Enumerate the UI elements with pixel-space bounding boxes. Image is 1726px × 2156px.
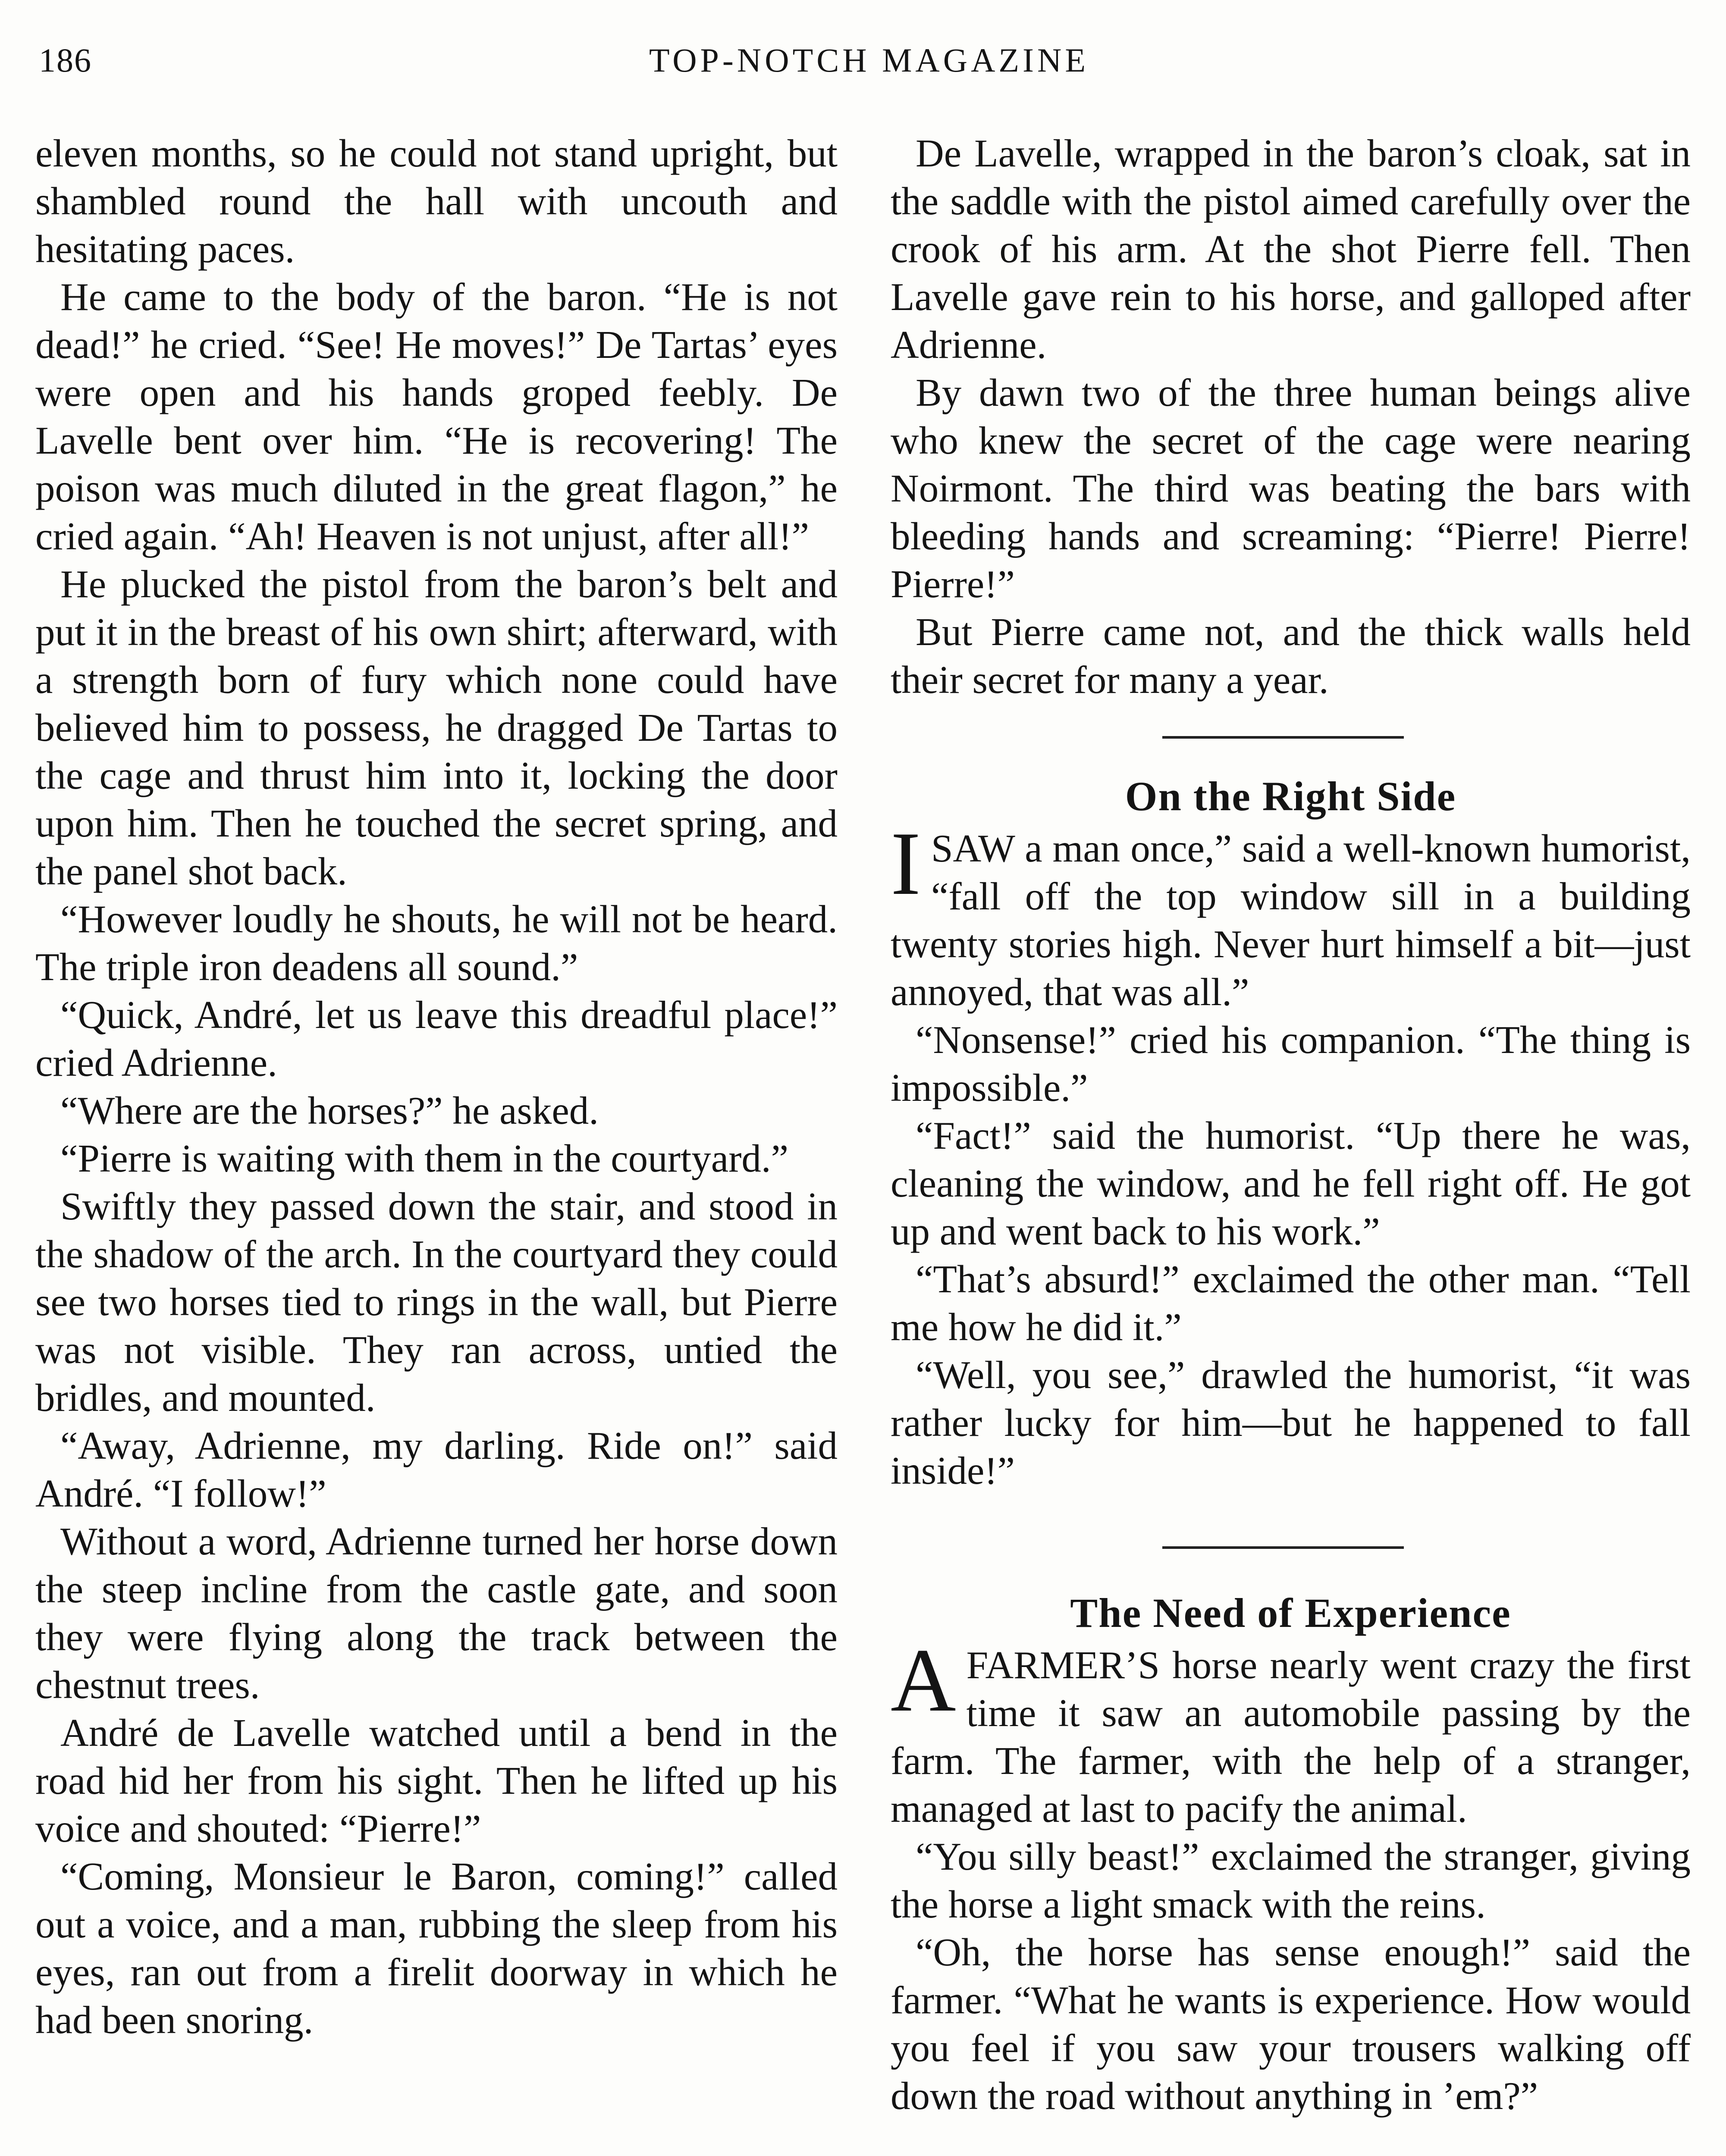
right-column (891, 129, 1691, 2120)
paragraph: “That’s absurd!” exclaimed the other man. “Tell me how he did it.” (891, 1257, 1691, 1349)
paragraph: “Pierre is waiting with them in the courtyard.” (60, 1137, 789, 1180)
paragraph: By dawn two of the three human beings alive who knew the secret of the cage were nearing Noirmont. The third was beating the bars with bleeding hands and screaming: “Pierre! Pierre! Pierre!” (891, 371, 1691, 606)
divider-rule (1162, 736, 1404, 739)
paragraph: “However loudly he shouts, he will not be heard. The triple iron deadens all sound.” (35, 897, 838, 989)
section-divider (891, 704, 1691, 768)
paragraph: He came to the body of the baron. “He is not dead!” he cried. “See! He moves!” De Tartas’ eyes were open and his hands groped feebly. De Lavelle bent over him. “He is recovering! The poison was much diluted in the great flagon,” he cried again. “Ah! Heaven is not unjust, after all!” (35, 275, 838, 558)
paragraph: He plucked the pistol from the baron’s belt and put it in the breast of his own shirt; afterward, with a strength born of fury which none could have believed him to possess, he dragged De Tartas to the cage and thrust him into it, locking the door upon him. Then he touched the secret spring, and the panel shot back. (35, 562, 838, 893)
paragraph: André de Lavelle watched until a bend in the road hid her from his sight. Then he lifted up his voice and shouted: “Pierre!” (35, 1711, 838, 1850)
paragraph: But Pierre came not, and the thick walls held their secret for many a year. (891, 610, 1691, 702)
drop-cap: A (891, 1630, 956, 1730)
drop-cap: I (891, 814, 921, 914)
page-number: 186 (39, 41, 92, 79)
paragraph: “Coming, Monsieur le Baron, coming!” called out a voice, and a man, rubbing the sleep from his eyes, ran out from a firelit doorway in which he had been snoring. (35, 1855, 838, 2042)
paragraph: “Well, you see,” drawled the humorist, “it was rather lucky for him—but he happened to fall inside!” (891, 1353, 1691, 1492)
paragraph: De Lavelle, wrapped in the baron’s cloak, sat in the saddle with the pistol aimed carefully over the crook of his arm. At the shot Pierre fell. Then Lavelle gave rein to his horse, and galloped after Adrienne. (891, 132, 1691, 367)
paragraph: “Nonsense!” cried his companion. “The thing is impossible.” (891, 1018, 1691, 1109)
first-paragraph-text: FARMER’S horse nearly went crazy the first time it saw an automobile passing by the farm. The farmer, with the help of a stranger, managed at last to pacify the animal. (891, 1643, 1691, 1830)
divider-rule (1162, 1546, 1404, 1549)
left-column (35, 129, 838, 2044)
paragraph: Without a word, Adrienne turned her horse down the steep incline from the castle gate, and soon they were flying along the track between the chestnut trees. (35, 1520, 838, 1707)
page-header (39, 41, 1699, 93)
paragraph: Swiftly they passed down the stair, and stood in the shadow of the arch. In the courtyard they could see two horses tied to rings in the wall, but Pierre was not visible. They ran across, untied the bridles, and mounted. (35, 1185, 838, 1420)
paragraph: “Quick, André, let us leave this dreadful place!” cried Adrienne. (35, 993, 838, 1084)
paragraph: “You silly beast!” exclaimed the stranger, giving the horse a light smack with the reins. (891, 1835, 1691, 1926)
paragraph: “Where are the horses?” he asked. (60, 1089, 599, 1132)
running-head: TOP-NOTCH MAGAZINE (649, 41, 1089, 79)
article-first-paragraph (891, 814, 1691, 1016)
first-paragraph-text: SAW a man once,” said a well-known humorist, “fall off the top window sill in a building twenty stories high. Never hurt himself a bit—just annoyed, that was all.” (891, 827, 1691, 1014)
article-first-paragraph (891, 1630, 1691, 1833)
paragraph: “Away, Adrienne, my darling. Ride on!” said André. “I follow!” (35, 1424, 838, 1515)
paragraph: “Oh, the horse has sense enough!” said the farmer. “What he wants is experience. How would you feel if you saw your trousers walking off down the road without anything in ’em?” (891, 1930, 1691, 2118)
article-title-right-side: On the Right Side (1125, 773, 1456, 819)
paragraph: “Fact!” said the humorist. “Up there he was, cleaning the window, and he fell right off. He got up and went back to his work.” (891, 1114, 1691, 1253)
paragraph: eleven months, so he could not stand upright, but shambled round the hall with uncouth and hesitating paces. (35, 132, 838, 271)
section-divider (891, 1495, 1691, 1585)
article-title-need-of-experience: The Need of Experience (1070, 1590, 1511, 1636)
